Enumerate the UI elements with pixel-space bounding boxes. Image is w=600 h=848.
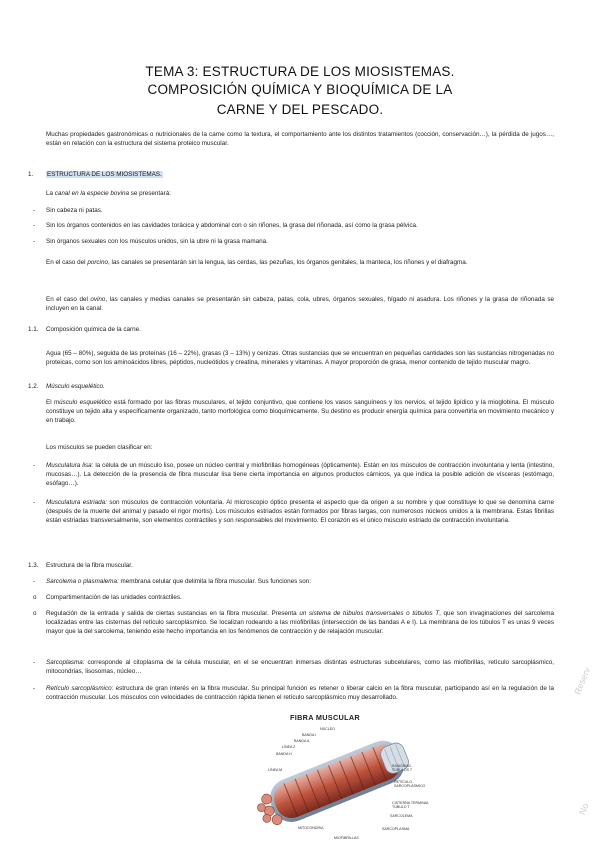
bullet-dash: - xyxy=(33,685,36,692)
ovino-b: , las canales y medias canales se presentarán sin cabeza, patas, cola, ubres, órganos sexuales, hígado ni asadura. Los riñones y la grasa de riñonada se incluyen en la canal. xyxy=(46,296,555,312)
section-1-2-number: 1.2. xyxy=(28,383,39,390)
porcino-b: , las canales se presentarán sin la lengua, las cerdas, las pezuñas, los órganos genitales, la manteca, los riñones y el diafragma. xyxy=(107,259,468,266)
doc-title-line-3: CARNE Y DEL PESCADO. xyxy=(216,102,384,117)
bullet-dash: - xyxy=(33,578,36,585)
f2-em: un sistema de túbulos transversales o túbulos T xyxy=(299,610,440,617)
fig-label: MIOFIBRILLAS xyxy=(334,836,359,840)
f2-a: Regulación de la entrada y salida de ciertas sustancias en la fibra muscular. Presenta xyxy=(46,610,297,617)
canal-em: canal en la especie bovina xyxy=(54,190,129,197)
porcino-em: porcino xyxy=(87,259,108,266)
section-1-1-number: 1.1. xyxy=(28,326,39,333)
list-item: Sin los órganos contenidos en las cavidades torácica y abdominal con o sin riñones, la grasa del riñonada, así como la grasa pélvica. xyxy=(46,222,418,229)
bullet-dash: - xyxy=(33,222,36,229)
bullet-dash: - xyxy=(33,462,36,469)
smooth-muscle-item xyxy=(46,461,554,488)
skeletal-em: músculo esquelético xyxy=(53,399,112,406)
ovino-paragraph xyxy=(46,295,554,313)
sarcolema-text: membrana celular que delimita la fibra muscular. Sus funciones son: xyxy=(120,578,311,585)
section-1-3-number: 1.3. xyxy=(28,562,39,569)
section-1-3-heading: Estructura de la fibra muscular. xyxy=(46,562,133,569)
canal-rest: se presentará: xyxy=(130,190,171,197)
fig-label: BANDA I xyxy=(302,733,317,737)
canal-bovina-intro xyxy=(46,189,546,198)
section-1-2-heading xyxy=(46,382,105,391)
sarcoplasma-text: corresponde al citoplasma de la célula muscular, en el se encuentran inmersas distintas estructuras subcelulares, como las miofibrillas, retículo sarcoplásmico, mitocondrias, lisosomas, núcleo… xyxy=(46,659,554,675)
watermark-text: Reserv xyxy=(572,665,593,697)
reticulo-em: Retículo sarcoplásmico: xyxy=(46,685,114,692)
bullet-o: o xyxy=(33,610,37,617)
section-1-2-heading-text: Músculo esquelético. xyxy=(46,383,105,390)
list-item: Sin órganos sexuales con los músculos unidos, sin la ubre ni la grasa mamaria. xyxy=(46,238,268,245)
doc-title-line-1: TEMA 3: ESTRUCTURA DE LOS MIOSISTEMAS. xyxy=(145,64,455,79)
fig-label: BANDA H xyxy=(276,752,292,756)
canal-label: La xyxy=(46,190,54,197)
estriada-text: son músculos de contracción voluntaria. Al microscopio óptico presenta el aspecto que da origen a su nombre y que constituye lo que se denomina carne (después de la muerte del animal y pasado el rigor mortis). Los músculos estriados están formados por fibras largas, con numerosos núcleos unidos a la membrana. Estas fibrillas están estriadas transversalmente, son elementos contráctiles y son responsables del movimiento. El corazón es el único músculo estriado de contracción involuntaria. xyxy=(46,499,555,524)
fig-label: MITOCONDRIA xyxy=(298,826,324,830)
sarcoplasma-item xyxy=(46,658,554,676)
classify-line: Los músculos se pueden clasificar en: xyxy=(46,444,153,451)
list-item: Sin cabeza ni patas. xyxy=(46,207,103,214)
bullet-dash: - xyxy=(33,659,36,666)
sub-item xyxy=(46,609,554,636)
fig-label: RETÍCULO SARCOPLÁSMICO xyxy=(394,780,426,788)
porcino-paragraph xyxy=(46,258,554,267)
fig-label: LÍNEA Z xyxy=(282,745,296,749)
lisa-em: Musculatura lisa: xyxy=(46,462,94,469)
fig-label: CISTERNA TERMINAL TÚBULO T xyxy=(392,801,429,809)
section-1-1-heading: Composición química de la carne. xyxy=(46,326,141,333)
section-1-number: 1. xyxy=(28,171,34,178)
fig-label: NÚCLEO xyxy=(320,727,335,731)
ovino-a: En el caso del xyxy=(46,296,88,303)
section-1-heading xyxy=(46,170,163,179)
lisa-text: la célula de un músculo liso, posee un núcleo central y miofibrillas homogéneas (ópticamente). Están en los músculos de contracción involuntaria y lenta (intestino, mucosas…). La detección de la presencia de fibra muscular lisa tiene cierta importancia en algunos productos cárnicos, ya que indica la posible adición de vísceras (estómago, esófago…). xyxy=(46,462,555,487)
sub-item: Compartimentación de las unidades contráctiles. xyxy=(46,594,182,601)
fig-label: SARCOPLASMA xyxy=(382,827,410,831)
skeletal-a: El xyxy=(46,399,52,406)
composition-paragraph: Agua (65 – 80%), seguida de las proteínas (16 – 22%), grasas (3 – 13%) y cenizas. Otras sustancias que se encuentran en pequeñas cantidades son las sustancias nitrogenadas no proteicas, como son los aminoácidos libres, péptidos, nucleótidos y creatina, minerales y vitaminas. A mayor proporción de grasa, menor contenido de tejido muscular magro. xyxy=(46,350,554,366)
highlighted-heading: ESTRUCTURA DE LOS MIOSISTEMAS. xyxy=(47,171,162,178)
striated-muscle-item xyxy=(46,498,554,525)
bullet-dash: - xyxy=(33,499,36,506)
reticulo-item xyxy=(46,684,554,702)
figure-title: FIBRA MUSCULAR xyxy=(290,713,360,722)
bullet-dash: - xyxy=(33,238,36,245)
fig-label: SARCOLEMA xyxy=(390,814,413,818)
porcino-a: En el caso del xyxy=(46,259,86,266)
f2-b: , que son invaginaciones del sarcolema localizadas entre las cisternas del retículo sarcoplásmico. Se localizan rodeando a las miofibrillas (intersección de las bandas A e I). La membrana de los túbulos T es unas 9 veces mayor que la del sarcolema, teniendo este hecho importancia en los fenómenos de contracción y de relajación muscular. xyxy=(46,610,555,635)
reticulo-text: estructura de gran interés en la fibra muscular. Su principal función es retener o liberar calcio en la fibra muscular, participando así en la regulación de la contracción muscular. Los músculos con velocidades de contracción rápida tienen el retículo sarcoplásmico muy desarrollado. xyxy=(46,685,555,701)
fig-label: BANDA A xyxy=(294,739,310,743)
bullet-o: o xyxy=(33,594,37,601)
intro-paragraph: Muchas propiedades gastronómicas o nutricionales de la carne como la textura, el comportamiento ante los distintos tratamientos (cocción, conservación…), la pérdida de jugos…, están en relación con la estructura del sistema proteico muscular. xyxy=(46,131,554,147)
sarcoplasma-em: Sarcoplasma: xyxy=(46,659,85,666)
fig-label: LÍNEA M xyxy=(268,768,283,772)
watermark-text: No xyxy=(576,801,591,817)
skeletal-b: está formado por las fibras musculares, el tejido conjuntivo, que contiene los vasos sanguíneos y los nervios, el tejido lipídico y la mioglobina. El músculo constituye un tejido alta y específicamente organizado, tanto morfológica como bioquímicamente. Su destino es producir energía química para convertirla en movimiento mecánico y en trabajo. xyxy=(46,399,555,424)
doc-title-line-2: COMPOSICIÓN QUÍMICA Y BIOQUÍMICA DE LA xyxy=(147,82,453,97)
estriada-em: Musculatura estriada: xyxy=(46,499,107,506)
skeletal-muscle-paragraph xyxy=(46,398,554,425)
ovino-em: ovino xyxy=(90,296,106,303)
sarcolema-em: Sarcolema o plasmalema: xyxy=(46,578,119,585)
fig-label: INVAGINAC. TÚBULOS T xyxy=(392,764,413,772)
sarcolema-item xyxy=(46,577,554,586)
bullet-dash: - xyxy=(33,207,36,214)
